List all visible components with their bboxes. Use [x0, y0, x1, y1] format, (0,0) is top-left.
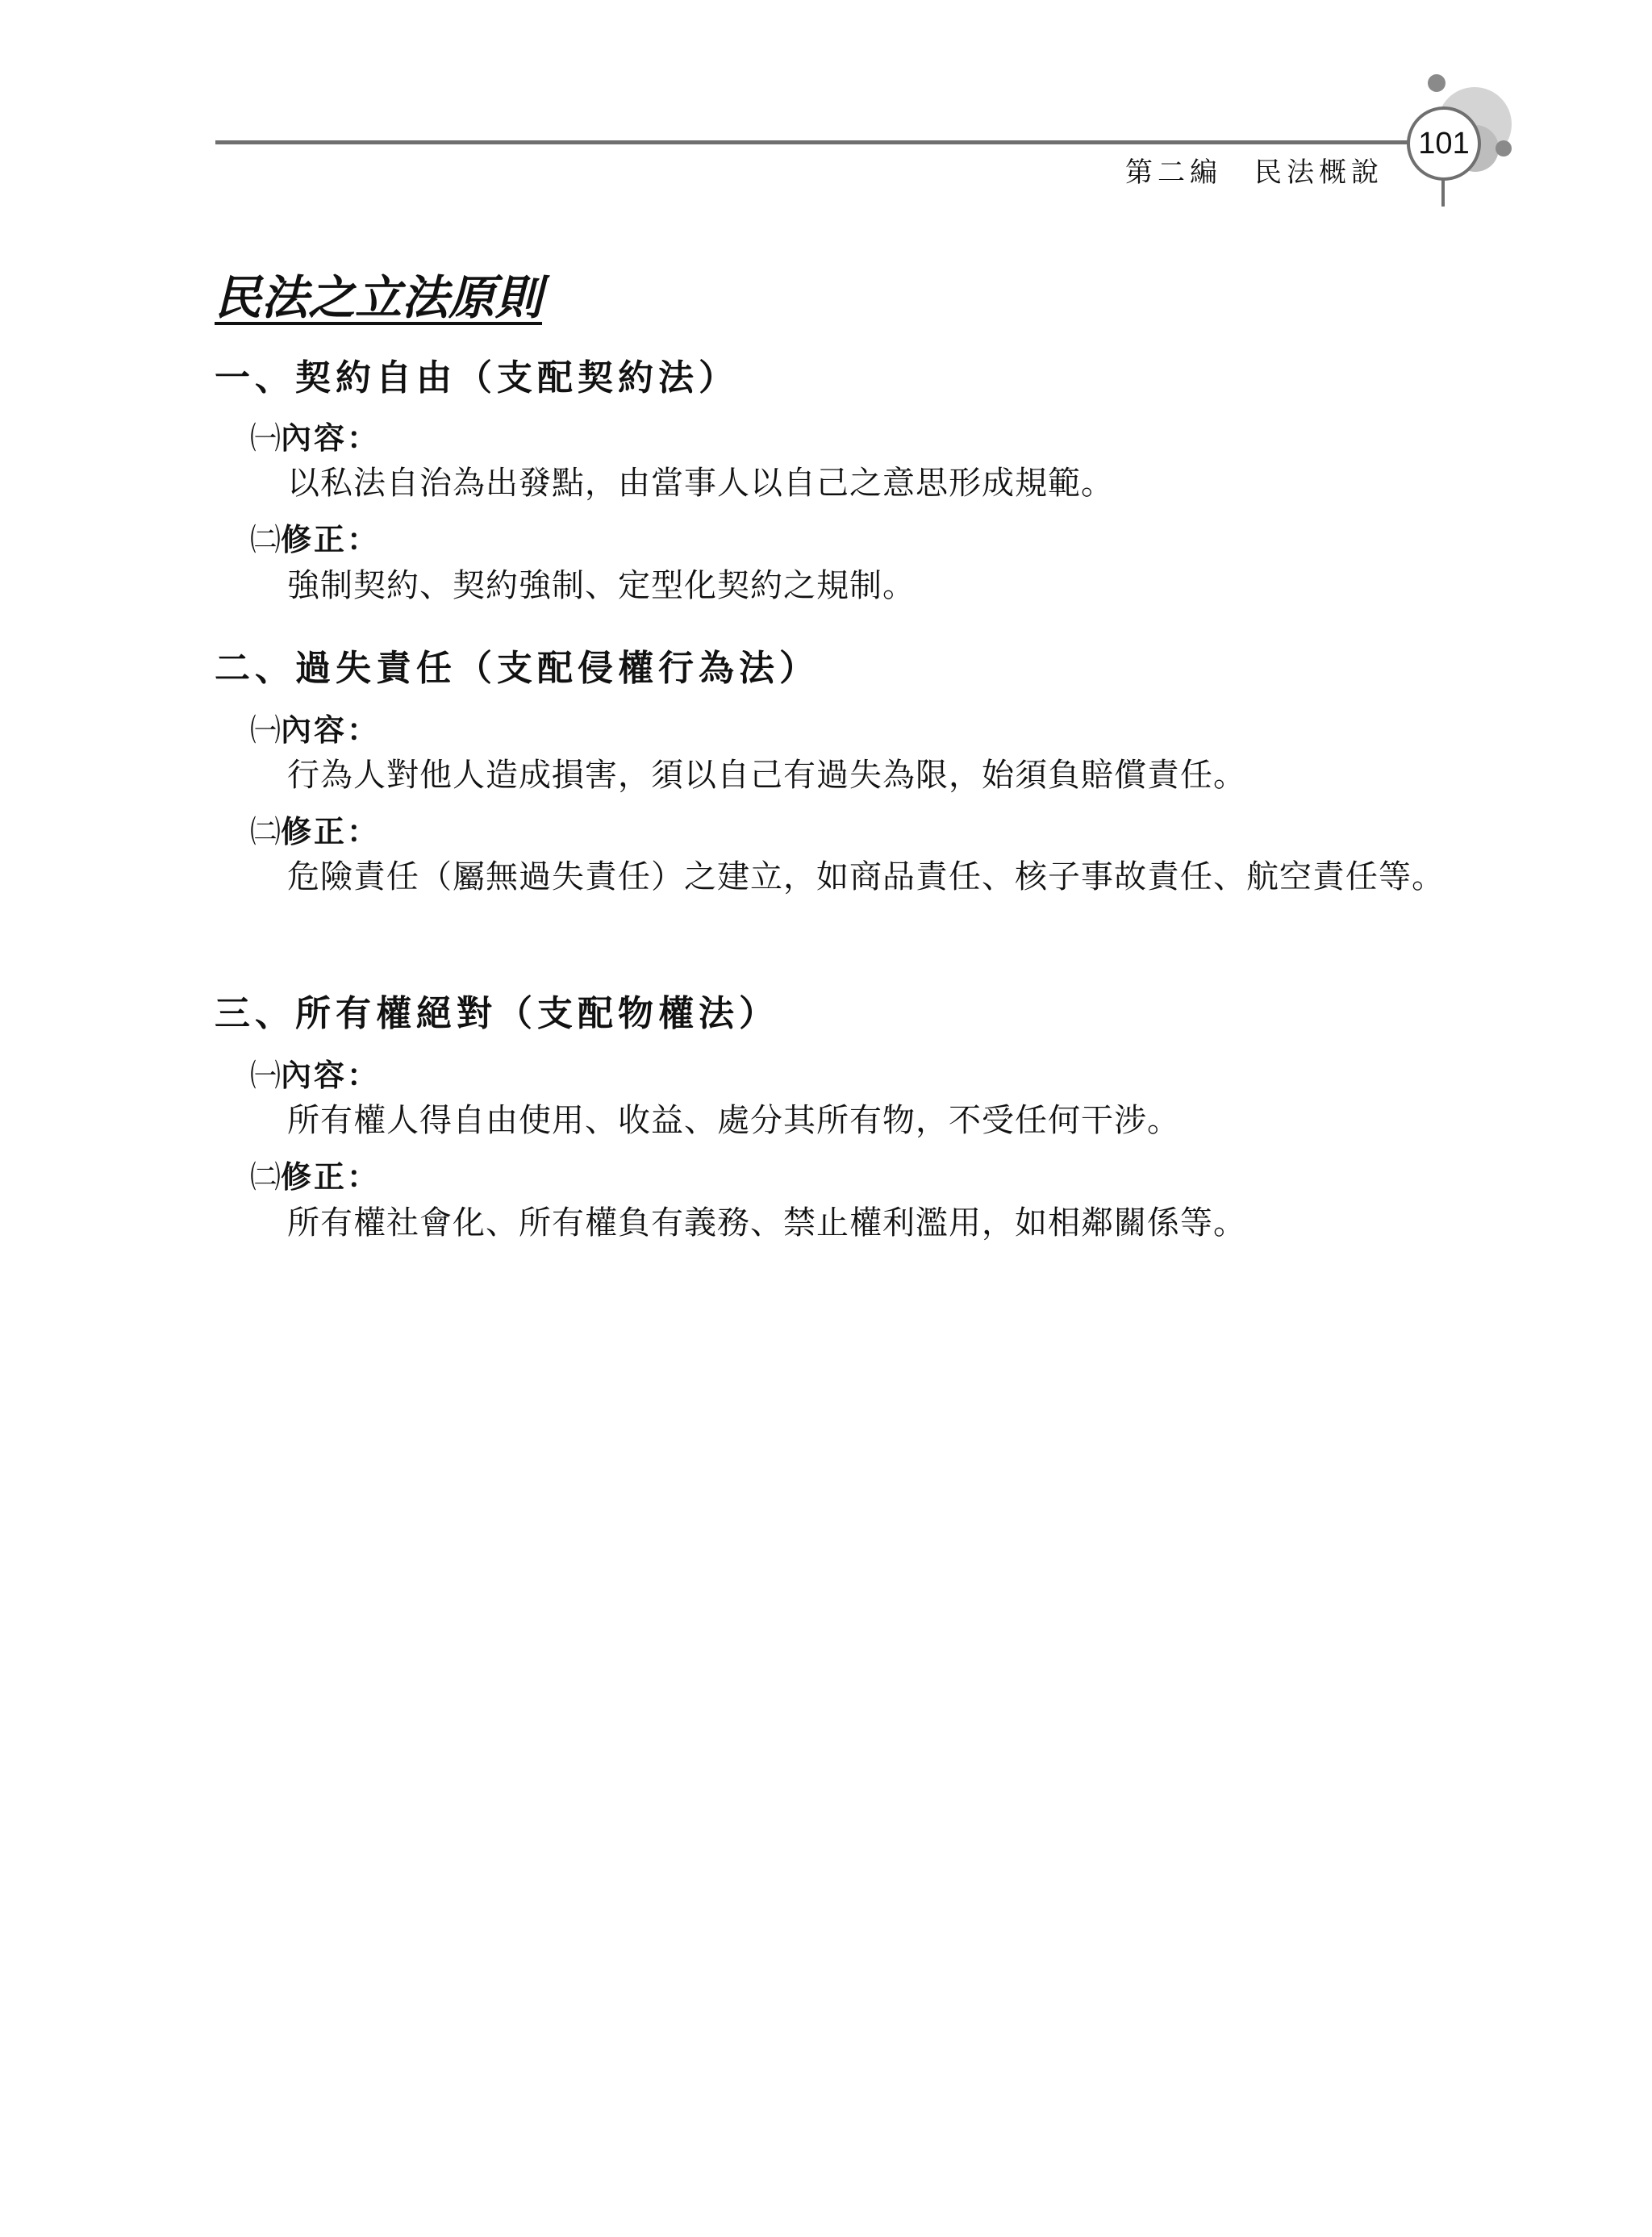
sub-heading: [250, 1152, 380, 1196]
section-heading: 二、過失責任（支配侵權行為法）: [215, 648, 820, 689]
body-paragraph: 行為人對他人造成損害，須以自己有過失為限，始須負賠償責任。: [287, 757, 1246, 794]
item-number: ㈡: [250, 1159, 282, 1195]
sub-heading: [250, 413, 380, 457]
item-label: 內容：: [281, 420, 381, 456]
item-label: 內容：: [281, 712, 381, 748]
section-heading: 三、所有權絕對（支配物權法）: [215, 993, 779, 1034]
item-label: 內容：: [281, 1058, 381, 1093]
item-number: ㈠: [250, 420, 282, 456]
item-label: 修正：: [281, 814, 381, 849]
item-number: ㈡: [250, 522, 282, 557]
body-paragraph: 危險責任（屬無過失責任）之建立，如商品責任、核子事故責任、航空責任等。: [287, 858, 1445, 895]
body-paragraph: 強制契約、契約強制、定型化契約之規制。: [287, 567, 916, 604]
item-number: ㈡: [250, 814, 282, 849]
item-label: 修正：: [281, 1159, 381, 1195]
decorative-dot: [1428, 74, 1446, 92]
item-number: ㈠: [250, 1058, 282, 1093]
page-title: 民法之立法原則: [215, 270, 543, 325]
body-paragraph: 所有權人得自由使用、收益、處分其所有物，不受任何干涉。: [287, 1102, 1180, 1139]
running-head: 第二編 民法概說: [1125, 157, 1383, 189]
sub-heading: [250, 515, 380, 559]
section-heading: 一、契約自由（支配契約法）: [215, 357, 739, 399]
item-number: ㈠: [250, 712, 282, 748]
item-label: 修正：: [281, 522, 381, 557]
page-badge-tail: [1441, 177, 1445, 207]
body-paragraph: 以私法自治為出發點，由當事人以自己之意思形成規範。: [287, 465, 1114, 502]
page-number-badge: [1407, 106, 1481, 181]
sub-heading: [250, 1050, 380, 1095]
header-rule: [215, 140, 1420, 144]
sub-heading: [250, 807, 380, 851]
body-paragraph: 所有權社會化、所有權負有義務、禁止權利濫用，如相鄰關係等。: [287, 1204, 1246, 1242]
sub-heading: [250, 705, 380, 749]
page-number: 101: [1418, 126, 1470, 161]
decorative-dot: [1496, 140, 1512, 157]
